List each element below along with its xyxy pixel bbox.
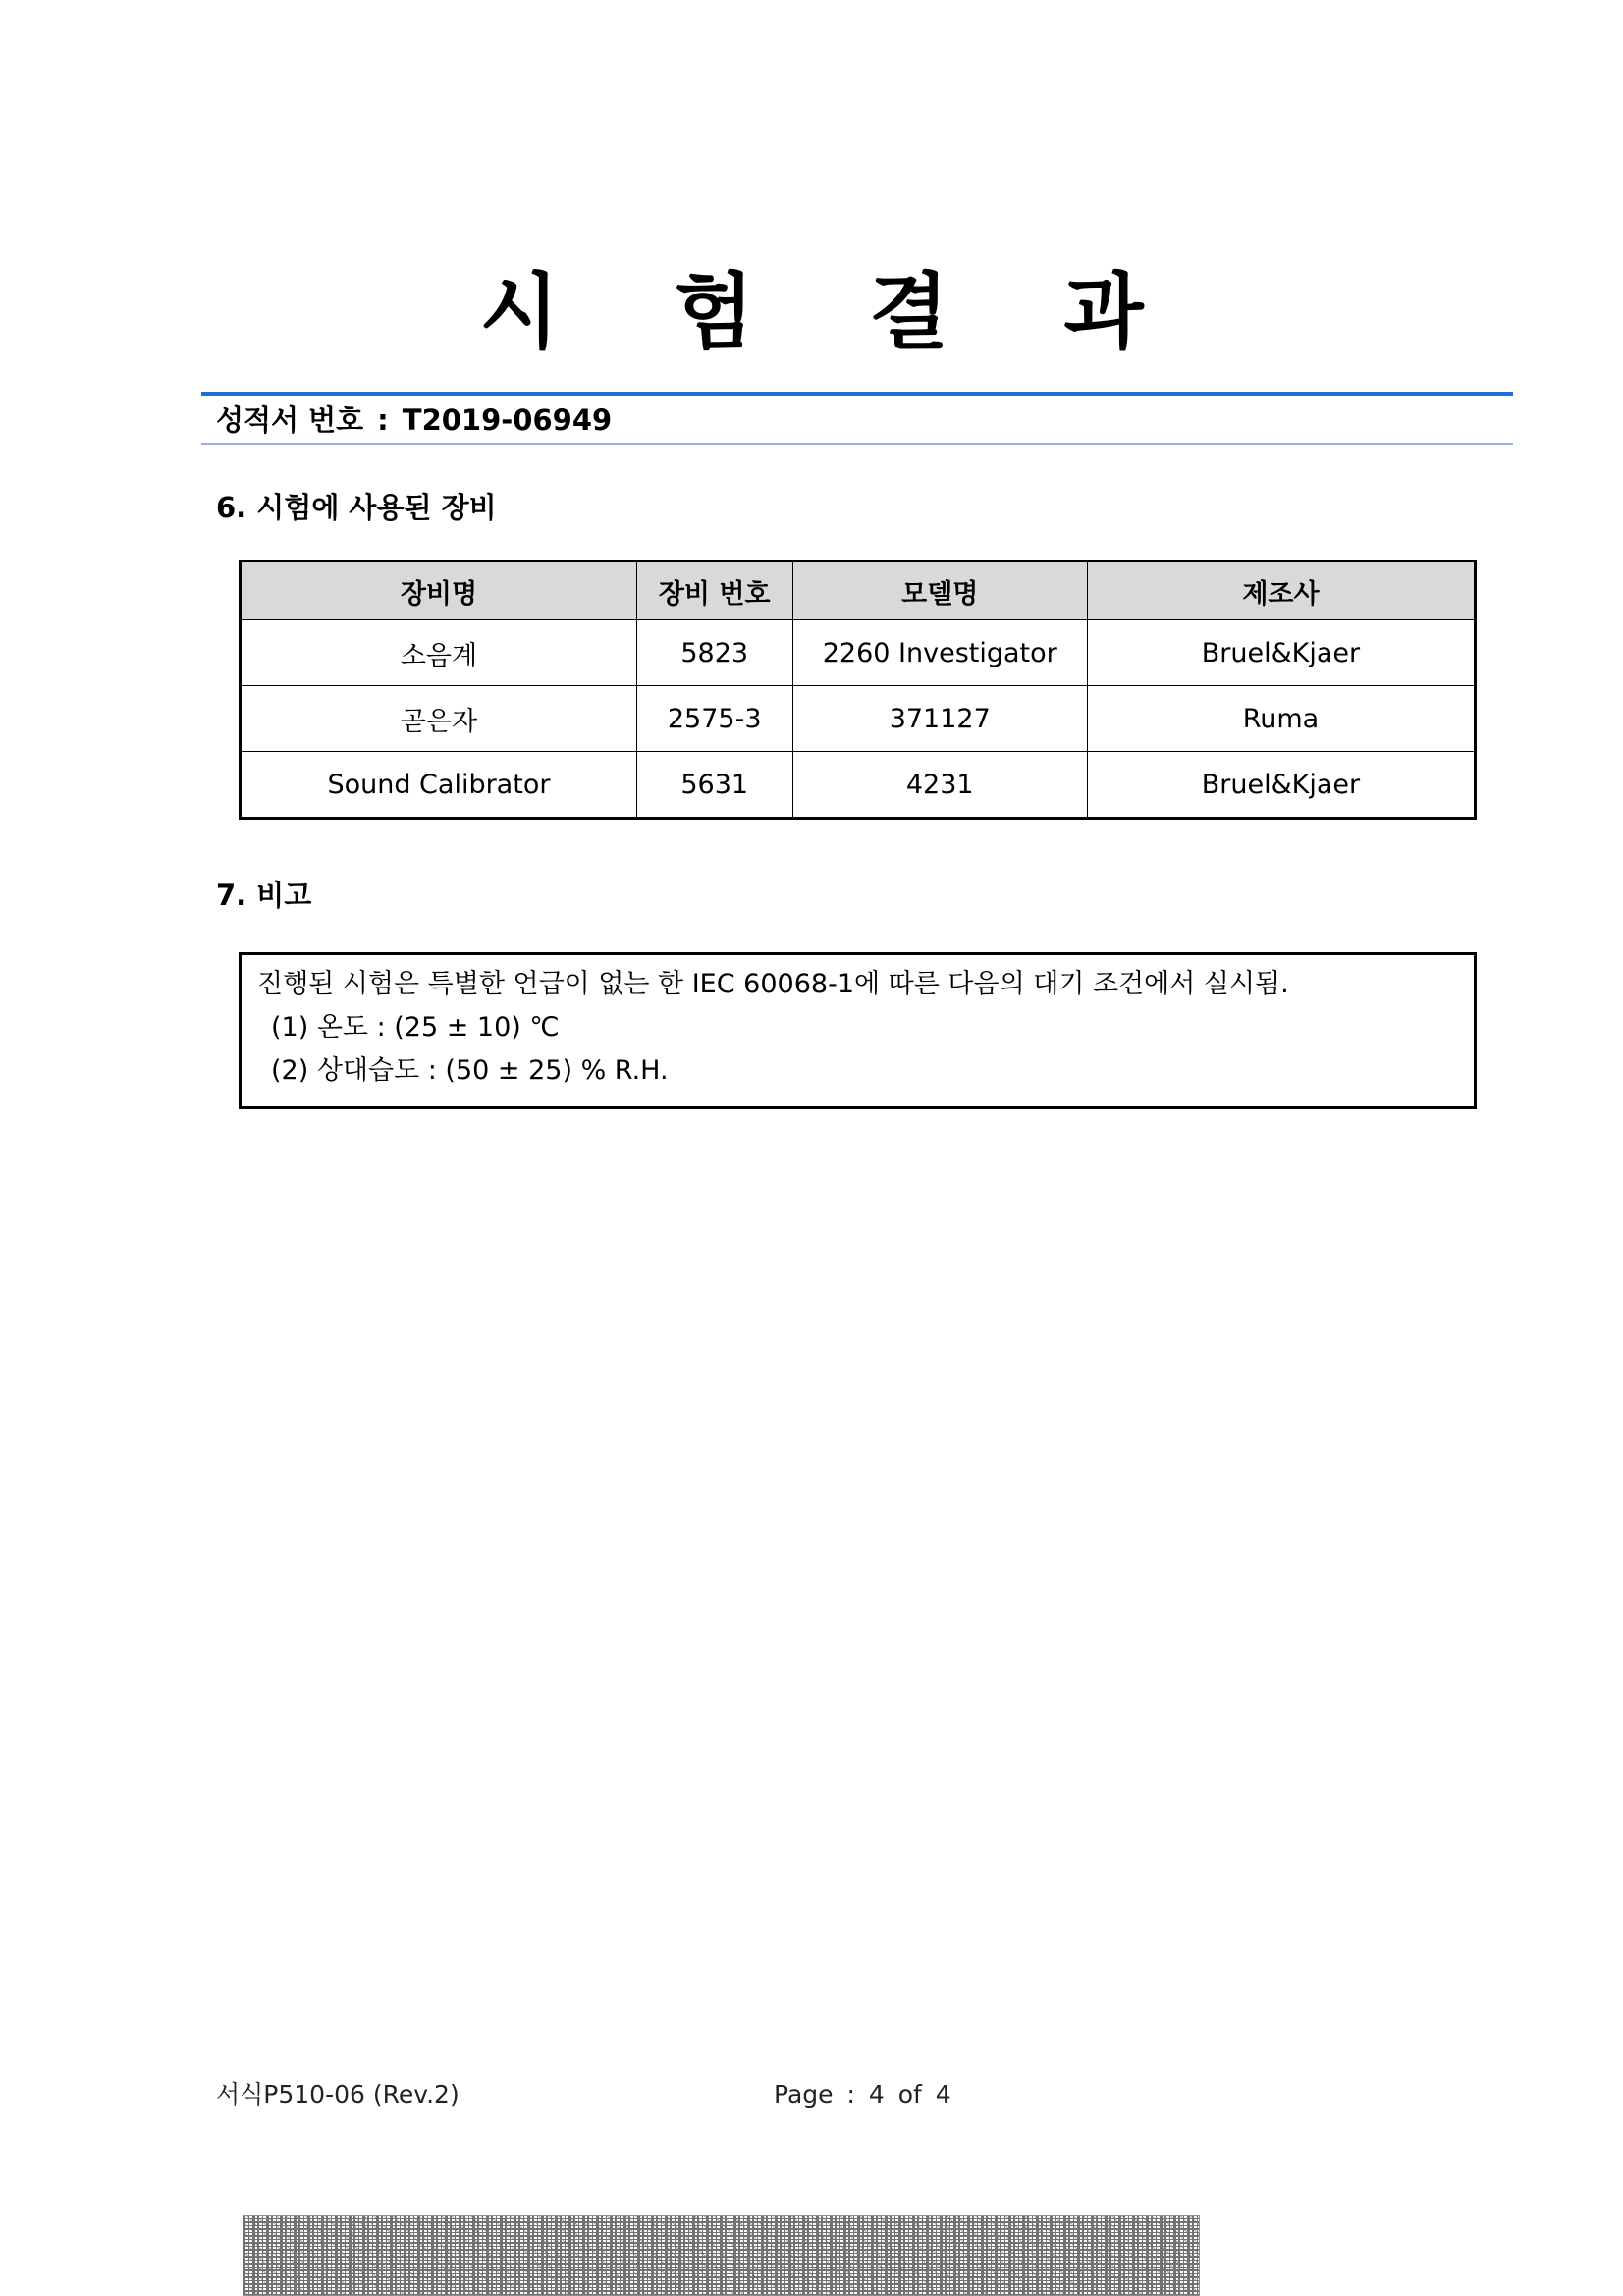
column-header-equipment-number: 장비 번호	[636, 561, 792, 620]
title-divider	[201, 392, 1513, 396]
section-7-heading: 7. 비고	[216, 879, 312, 912]
equipment-table	[239, 560, 1477, 820]
document-barcode-image	[243, 2215, 1200, 2296]
document-title: 시 험 결 과	[479, 264, 1187, 360]
table-cell: Bruel&Kjaer	[1087, 752, 1475, 819]
table-row	[241, 620, 1476, 686]
remarks-humidity: (2) 상대습도 : (50 ± 25) % R.H.	[271, 1055, 669, 1086]
remarks-temperature: (1) 온도 : (25 ± 10) ℃	[271, 1012, 560, 1042]
table-cell: 2260 Investigator	[792, 620, 1087, 686]
table-cell: 2575-3	[636, 686, 792, 752]
table-cell: Sound Calibrator	[241, 752, 637, 819]
column-header-equipment-name: 장비명	[241, 561, 637, 620]
table-cell: Ruma	[1087, 686, 1475, 752]
table-cell: 소음계	[241, 620, 637, 686]
report-number-value: T2019-06949	[402, 403, 613, 437]
report-number-divider	[201, 443, 1513, 445]
report-number-separator: :	[377, 403, 389, 437]
report-number-label: 성적서 번호	[216, 403, 364, 437]
column-header-manufacturer: 제조사	[1087, 561, 1475, 620]
remarks-intro: 진행된 시험은 특별한 언급이 없는 한 IEC 60068-1에 따른 다음의 대기 조건에서 실시됨.	[257, 969, 1289, 999]
page-number: Page : 4 of 4	[774, 2080, 951, 2109]
column-header-model-name: 모델명	[792, 561, 1087, 620]
table-cell: 4231	[792, 752, 1087, 819]
form-code: 서식P510-06 (Rev.2)	[216, 2080, 460, 2109]
section-6-heading: 6. 시험에 사용된 장비	[216, 491, 497, 524]
table-cell: 5823	[636, 620, 792, 686]
table-cell: 5631	[636, 752, 792, 819]
table-row	[241, 752, 1476, 819]
table-header-row	[241, 561, 1476, 620]
report-number	[216, 400, 612, 440]
table-cell: Bruel&Kjaer	[1087, 620, 1475, 686]
table-row	[241, 686, 1476, 752]
table-cell: 곧은자	[241, 686, 637, 752]
table-cell: 371127	[792, 686, 1087, 752]
remarks-box	[239, 952, 1477, 1109]
